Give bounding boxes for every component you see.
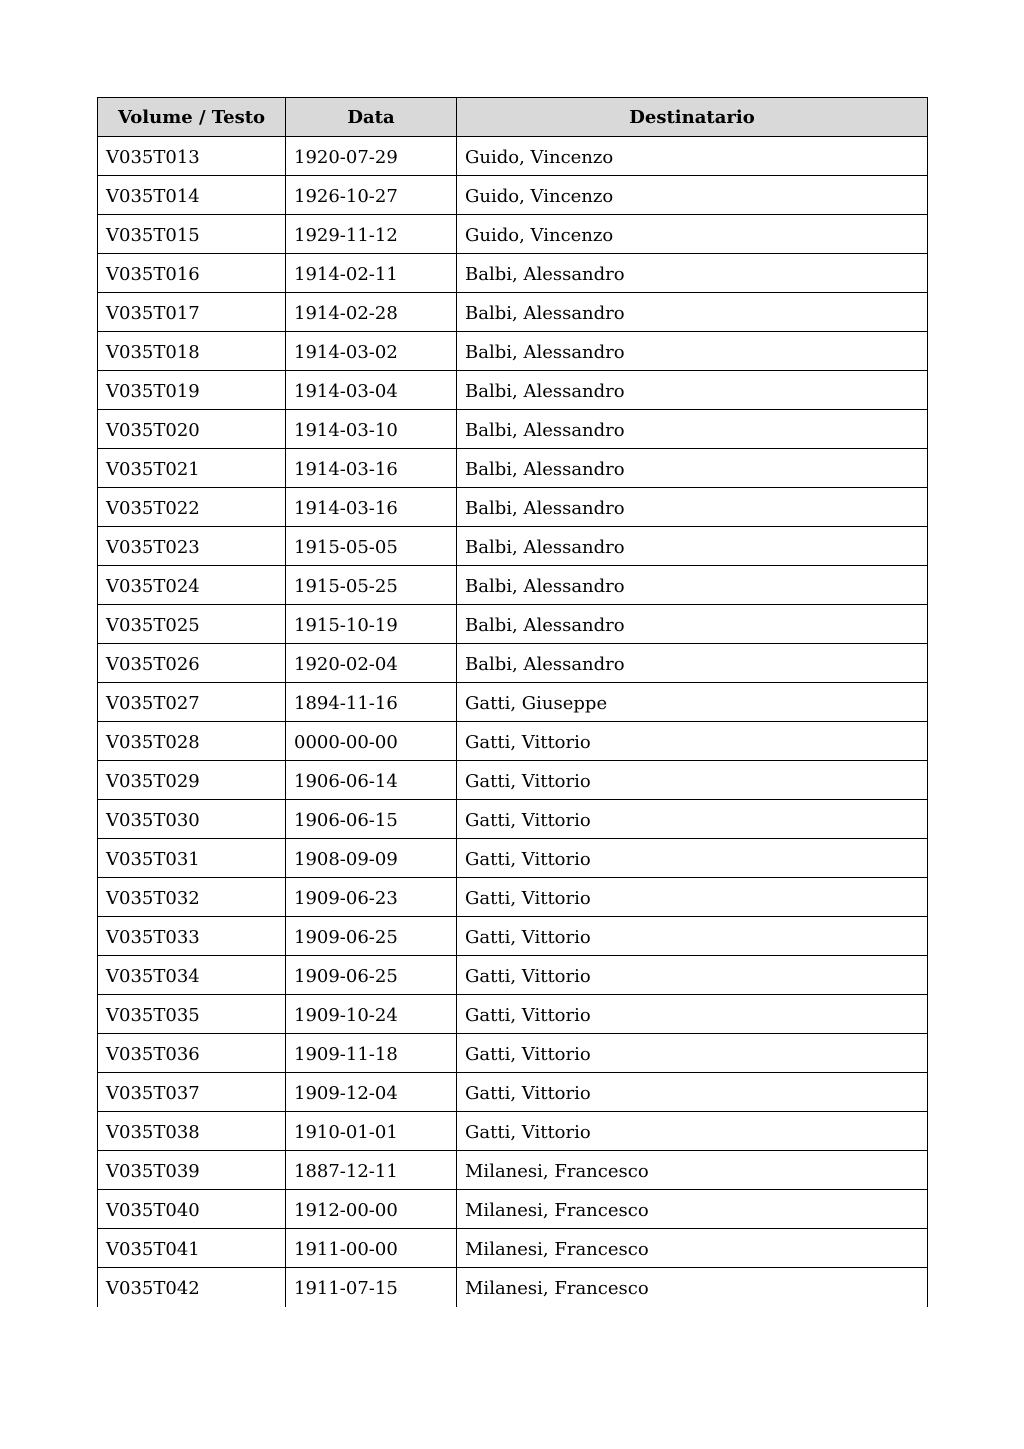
cell-volume-testo: V035T019 xyxy=(98,371,286,410)
table-row xyxy=(98,1151,928,1190)
cell-volume-testo: V035T041 xyxy=(98,1229,286,1268)
cell-destinatario: Gatti, Vittorio xyxy=(457,800,928,839)
cell-data: 1911-07-15 xyxy=(286,1268,457,1307)
table-row xyxy=(98,176,928,215)
cell-data: 1915-05-25 xyxy=(286,566,457,605)
header-destinatario: Destinatario xyxy=(457,98,928,137)
cell-volume-testo: V035T023 xyxy=(98,527,286,566)
header-data: Data xyxy=(286,98,457,137)
table-row xyxy=(98,371,928,410)
cell-data: 1909-12-04 xyxy=(286,1073,457,1112)
cell-destinatario: Balbi, Alessandro xyxy=(457,254,928,293)
cell-volume-testo: V035T015 xyxy=(98,215,286,254)
cell-destinatario: Gatti, Vittorio xyxy=(457,1112,928,1151)
cell-data: 1914-03-16 xyxy=(286,488,457,527)
cell-destinatario: Balbi, Alessandro xyxy=(457,527,928,566)
cell-destinatario: Balbi, Alessandro xyxy=(457,605,928,644)
table-row xyxy=(98,137,928,176)
cell-data: 0000-00-00 xyxy=(286,722,457,761)
cell-volume-testo: V035T027 xyxy=(98,683,286,722)
cell-data: 1887-12-11 xyxy=(286,1151,457,1190)
table-body xyxy=(98,137,928,1307)
cell-destinatario: Gatti, Vittorio xyxy=(457,1073,928,1112)
table-row xyxy=(98,995,928,1034)
cell-volume-testo: V035T040 xyxy=(98,1190,286,1229)
cell-data: 1929-11-12 xyxy=(286,215,457,254)
table-row xyxy=(98,1190,928,1229)
table-row xyxy=(98,761,928,800)
cell-destinatario: Gatti, Vittorio xyxy=(457,878,928,917)
cell-volume-testo: V035T026 xyxy=(98,644,286,683)
cell-destinatario: Gatti, Vittorio xyxy=(457,761,928,800)
cell-destinatario: Balbi, Alessandro xyxy=(457,566,928,605)
table-row xyxy=(98,839,928,878)
table-row xyxy=(98,254,928,293)
cell-data: 1909-06-23 xyxy=(286,878,457,917)
header-row xyxy=(98,98,928,137)
cell-destinatario: Guido, Vincenzo xyxy=(457,176,928,215)
cell-volume-testo: V035T030 xyxy=(98,800,286,839)
cell-data: 1894-11-16 xyxy=(286,683,457,722)
cell-volume-testo: V035T016 xyxy=(98,254,286,293)
cell-data: 1909-10-24 xyxy=(286,995,457,1034)
cell-volume-testo: V035T025 xyxy=(98,605,286,644)
table-row xyxy=(98,956,928,995)
cell-data: 1912-00-00 xyxy=(286,1190,457,1229)
cell-volume-testo: V035T036 xyxy=(98,1034,286,1073)
cell-destinatario: Gatti, Vittorio xyxy=(457,956,928,995)
cell-destinatario: Balbi, Alessandro xyxy=(457,449,928,488)
table-row xyxy=(98,527,928,566)
cell-destinatario: Milanesi, Francesco xyxy=(457,1151,928,1190)
cell-data: 1914-02-28 xyxy=(286,293,457,332)
cell-data: 1910-01-01 xyxy=(286,1112,457,1151)
table-row xyxy=(98,800,928,839)
cell-data: 1909-06-25 xyxy=(286,956,457,995)
letters-table xyxy=(97,97,928,1307)
cell-volume-testo: V035T031 xyxy=(98,839,286,878)
cell-data: 1909-11-18 xyxy=(286,1034,457,1073)
table-row xyxy=(98,293,928,332)
cell-data: 1920-02-04 xyxy=(286,644,457,683)
cell-volume-testo: V035T032 xyxy=(98,878,286,917)
cell-destinatario: Gatti, Vittorio xyxy=(457,917,928,956)
cell-volume-testo: V035T035 xyxy=(98,995,286,1034)
cell-destinatario: Guido, Vincenzo xyxy=(457,137,928,176)
table-row xyxy=(98,488,928,527)
table-row xyxy=(98,332,928,371)
cell-volume-testo: V035T013 xyxy=(98,137,286,176)
table-row xyxy=(98,605,928,644)
cell-data: 1914-03-02 xyxy=(286,332,457,371)
cell-destinatario: Gatti, Giuseppe xyxy=(457,683,928,722)
table-row xyxy=(98,449,928,488)
cell-data: 1914-02-11 xyxy=(286,254,457,293)
cell-volume-testo: V035T018 xyxy=(98,332,286,371)
cell-destinatario: Balbi, Alessandro xyxy=(457,410,928,449)
cell-volume-testo: V035T021 xyxy=(98,449,286,488)
cell-volume-testo: V035T039 xyxy=(98,1151,286,1190)
table-row xyxy=(98,1034,928,1073)
cell-volume-testo: V035T014 xyxy=(98,176,286,215)
cell-volume-testo: V035T038 xyxy=(98,1112,286,1151)
cell-volume-testo: V035T020 xyxy=(98,410,286,449)
cell-destinatario: Milanesi, Francesco xyxy=(457,1268,928,1307)
cell-data: 1908-09-09 xyxy=(286,839,457,878)
cell-destinatario: Milanesi, Francesco xyxy=(457,1190,928,1229)
cell-destinatario: Balbi, Alessandro xyxy=(457,293,928,332)
cell-volume-testo: V035T017 xyxy=(98,293,286,332)
table-row xyxy=(98,722,928,761)
cell-volume-testo: V035T033 xyxy=(98,917,286,956)
cell-destinatario: Balbi, Alessandro xyxy=(457,488,928,527)
cell-volume-testo: V035T028 xyxy=(98,722,286,761)
cell-data: 1915-10-19 xyxy=(286,605,457,644)
table-row xyxy=(98,1268,928,1307)
cell-destinatario: Gatti, Vittorio xyxy=(457,839,928,878)
table-row xyxy=(98,1112,928,1151)
table-row xyxy=(98,878,928,917)
table-row xyxy=(98,683,928,722)
cell-destinatario: Milanesi, Francesco xyxy=(457,1229,928,1268)
cell-data: 1914-03-04 xyxy=(286,371,457,410)
cell-data: 1915-05-05 xyxy=(286,527,457,566)
table-row xyxy=(98,1073,928,1112)
cell-data: 1926-10-27 xyxy=(286,176,457,215)
cell-data: 1906-06-14 xyxy=(286,761,457,800)
cell-destinatario: Guido, Vincenzo xyxy=(457,215,928,254)
cell-data: 1909-06-25 xyxy=(286,917,457,956)
table-row xyxy=(98,566,928,605)
cell-volume-testo: V035T022 xyxy=(98,488,286,527)
cell-data: 1911-00-00 xyxy=(286,1229,457,1268)
cell-volume-testo: V035T042 xyxy=(98,1268,286,1307)
table-row xyxy=(98,917,928,956)
cell-data: 1914-03-10 xyxy=(286,410,457,449)
cell-volume-testo: V035T037 xyxy=(98,1073,286,1112)
cell-volume-testo: V035T029 xyxy=(98,761,286,800)
header-volume-testo: Volume / Testo xyxy=(98,98,286,137)
cell-destinatario: Balbi, Alessandro xyxy=(457,644,928,683)
cell-volume-testo: V035T034 xyxy=(98,956,286,995)
cell-destinatario: Gatti, Vittorio xyxy=(457,995,928,1034)
cell-destinatario: Balbi, Alessandro xyxy=(457,332,928,371)
table-row xyxy=(98,410,928,449)
table-row xyxy=(98,215,928,254)
cell-data: 1914-03-16 xyxy=(286,449,457,488)
cell-volume-testo: V035T024 xyxy=(98,566,286,605)
cell-data: 1920-07-29 xyxy=(286,137,457,176)
table-row xyxy=(98,644,928,683)
cell-destinatario: Balbi, Alessandro xyxy=(457,371,928,410)
cell-data: 1906-06-15 xyxy=(286,800,457,839)
cell-destinatario: Gatti, Vittorio xyxy=(457,722,928,761)
cell-destinatario: Gatti, Vittorio xyxy=(457,1034,928,1073)
table-header xyxy=(98,98,928,137)
table-row xyxy=(98,1229,928,1268)
